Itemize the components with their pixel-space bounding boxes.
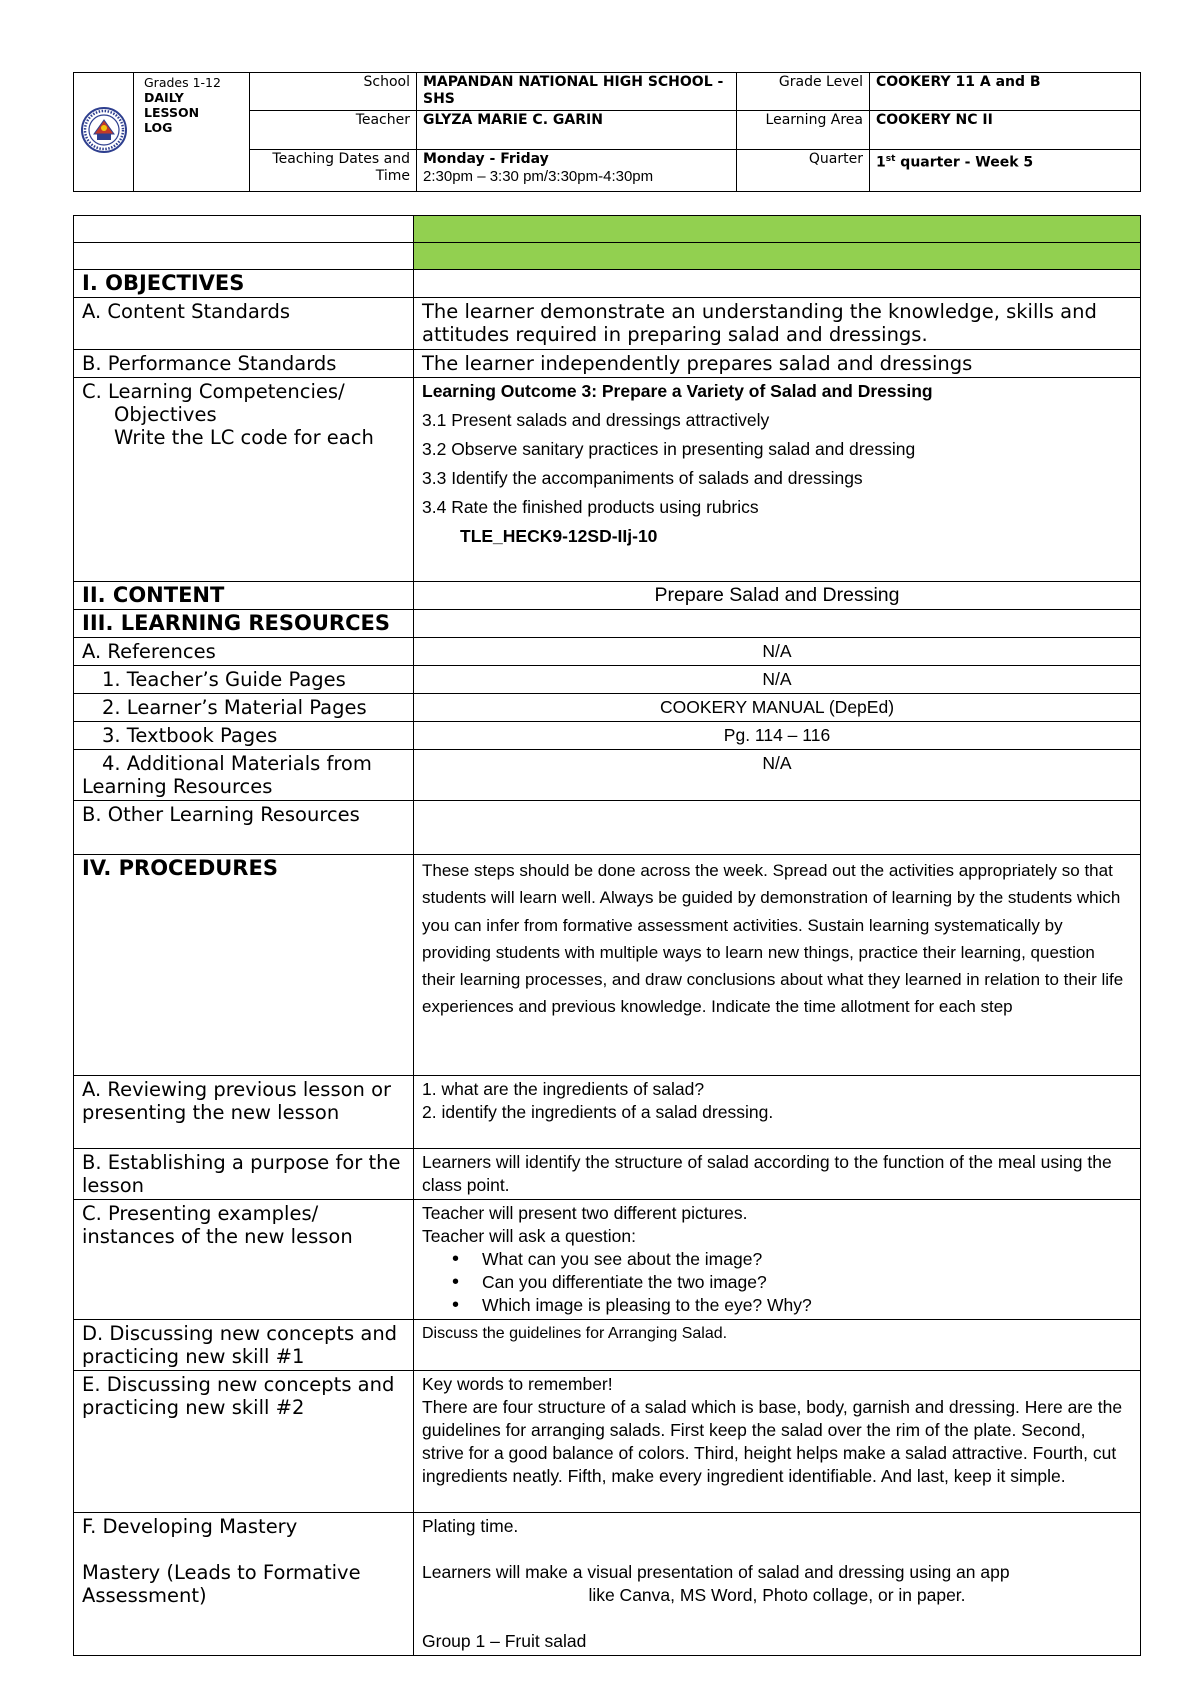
lc-code: TLE_HECK9-12SD-IIj-10 (460, 526, 658, 546)
table-row (74, 722, 1141, 750)
text-line: Plating time. (422, 1516, 519, 1536)
competencies-label-line: C. Learning Competencies/ (82, 380, 345, 403)
table-row (74, 1076, 1141, 1149)
question-list (422, 1248, 1132, 1317)
teaching-dates-label: Teaching Dates and Time (250, 150, 417, 192)
learning-area-value: COOKERY NC II (870, 111, 1141, 150)
lesson-log-table (73, 215, 1141, 1656)
blank-cell (414, 610, 1141, 638)
grade-level-label: Grade Level (737, 73, 870, 111)
procedure-e-label: E. Discussing new concepts and practicing new skill #2 (74, 1371, 414, 1513)
daily-lesson-log-title (134, 73, 250, 192)
text-line: Teacher will present two different pictures. (422, 1203, 748, 1223)
text-line: like Canva, MS Word, Photo collage, or in paper. (588, 1585, 966, 1605)
header-table (73, 72, 1141, 192)
table-row (74, 1320, 1141, 1371)
label-text: 4. Additional Materials from (102, 752, 372, 775)
table-row (74, 694, 1141, 722)
teachers-guide-value: N/A (414, 666, 1141, 694)
learners-material-label (74, 694, 414, 722)
table-row (74, 610, 1141, 638)
procedure-a-label: A. Reviewing previous lesson or presenting the new lesson (74, 1076, 414, 1149)
procedure-f-value (414, 1513, 1141, 1656)
procedure-b-label: B. Establishing a purpose for the lesson (74, 1149, 414, 1200)
procedure-c-value (414, 1200, 1141, 1320)
teaching-dates-value (417, 150, 737, 192)
dates-days: Monday - Friday (423, 151, 549, 167)
content-value: Prepare Salad and Dressing (414, 582, 1141, 610)
text-line: There are four structure of a salad which is base, body, garnish and dressing. Here are the guidelines for arranging salads. First keep the salad over the rim of the plate. Second, strive for a good balance of colors. Third, height helps make a salad attractive. Fourth, cut ingredients neatly. Fifth, make every ingredient identifiable. And last, keep it simple. (422, 1397, 1123, 1486)
performance-standards-value: The learner independently prepares salad and dressings (414, 350, 1141, 378)
table-row (74, 1200, 1141, 1320)
references-label: A. References (74, 638, 414, 666)
list-item: 3.3 Identify the accompaniments of salads and dressings (422, 468, 863, 488)
quarter-number: 1 (876, 154, 886, 171)
label-text: 3. Textbook Pages (102, 724, 278, 747)
content-heading: II. CONTENT (74, 582, 414, 610)
table-row (74, 582, 1141, 610)
grade-level-value: COOKERY 11 A and B (870, 73, 1141, 111)
label-text: Learning Resources (82, 775, 273, 798)
table-row (74, 1513, 1141, 1656)
table-row (74, 1371, 1141, 1513)
content-standards-value: The learner demonstrate an understanding the knowledge, skills and attitudes required in preparing salad and dressings. (414, 298, 1141, 350)
table-row (74, 350, 1141, 378)
table-row (74, 750, 1141, 801)
content-standards-label: A. Content Standards (74, 298, 414, 350)
learning-resources-heading: III. LEARNING RESOURCES (74, 610, 414, 638)
table-row (74, 378, 1141, 582)
blank-cell (74, 216, 414, 243)
blank-cell (414, 270, 1141, 298)
grades-text: Grades 1-12 (144, 75, 221, 90)
log-title-line: LESSON (144, 105, 200, 120)
other-resources-label: B. Other Learning Resources (74, 801, 414, 855)
procedure-a-value (414, 1076, 1141, 1149)
deped-seal-cell (74, 73, 134, 192)
competencies-label-line: Objectives (114, 403, 217, 426)
table-row (74, 243, 1141, 270)
objectives-heading: I. OBJECTIVES (74, 270, 414, 298)
list-item: 3.1 Present salads and dressings attractively (422, 410, 770, 430)
green-header-cell (414, 243, 1141, 270)
procedure-d-value: Discuss the guidelines for Arranging Salad. (414, 1320, 1141, 1371)
table-row (74, 298, 1141, 350)
log-title-line: LOG (144, 120, 173, 135)
table-row (74, 216, 1141, 243)
procedure-d-label: D. Discussing new concepts and practicing new skill #1 (74, 1320, 414, 1371)
deped-seal-icon (80, 106, 128, 154)
list-item: • Can you differentiate the two image? (482, 1271, 1132, 1294)
table-row (74, 638, 1141, 666)
quarter-label: Quarter (737, 150, 870, 192)
list-item: 2. identify the ingredients of a salad dressing. (422, 1102, 774, 1122)
additional-materials-value: N/A (414, 750, 1141, 801)
text-line: Group 1 – Fruit salad (422, 1631, 587, 1651)
list-item: 3.4 Rate the finished products using rubrics (422, 497, 759, 517)
references-value: N/A (414, 638, 1141, 666)
label-text: Mastery (Leads to Formative Assessment) (82, 1561, 361, 1607)
table-row (74, 666, 1141, 694)
procedures-heading: IV. PROCEDURES (74, 855, 414, 1076)
learning-outcome-cell (414, 378, 1141, 582)
teacher-value: GLYZA MARIE C. GARIN (417, 111, 737, 150)
competencies-label-line: Write the LC code for each (114, 426, 374, 449)
competencies-label (74, 378, 414, 582)
procedure-e-value (414, 1371, 1141, 1513)
learners-material-value: COOKERY MANUAL (DepEd) (414, 694, 1141, 722)
procedure-f-label (74, 1513, 414, 1656)
label-text: F. Developing Mastery (82, 1515, 298, 1538)
label-text: 2. Learner’s Material Pages (102, 696, 367, 719)
procedure-c-label: C. Presenting examples/ instances of the new lesson (74, 1200, 414, 1320)
procedure-b-value: Learners will identify the structure of salad according to the function of the meal using the class point. (414, 1149, 1141, 1200)
text-line: Teacher will ask a question: (422, 1226, 636, 1246)
quarter-value (870, 150, 1141, 192)
log-title-line: DAILY (144, 90, 184, 105)
school-value: MAPANDAN NATIONAL HIGH SCHOOL - SHS (417, 73, 737, 111)
textbook-pages-value: Pg. 114 – 116 (414, 722, 1141, 750)
list-item: • Which image is pleasing to the eye? Why? (482, 1294, 1132, 1317)
blank-cell (74, 243, 414, 270)
teacher-label: Teacher (250, 111, 417, 150)
blank-cell (414, 801, 1141, 855)
table-row (74, 270, 1141, 298)
additional-materials-label (74, 750, 414, 801)
performance-standards-label: B. Performance Standards (74, 350, 414, 378)
learning-outcome-title: Learning Outcome 3: Prepare a Variety of Salad and Dressing (422, 381, 933, 401)
table-row (74, 855, 1141, 1076)
green-header-cell (414, 216, 1141, 243)
table-row (74, 801, 1141, 855)
dates-time: 2:30pm – 3:30 pm/3:30pm-4:30pm (423, 168, 654, 185)
table-row (74, 1149, 1141, 1200)
school-label: School (250, 73, 417, 111)
text-line: Learners will make a visual presentation of salad and dressing using an app (422, 1562, 1010, 1582)
procedures-intro: These steps should be done across the week. Spread out the activities appropriately so that students will learn well. Always be guided by demonstration of learning by the students which you can infer from formative assessment activities. Sustain learning systematically by providing students with multiple ways to learn new things, practice their learning, question their learning processes, and draw conclusions about what they learned in relation to their life experiences and previous knowledge. Indicate the time allotment for each step (414, 855, 1141, 1076)
teachers-guide-label (74, 666, 414, 694)
textbook-pages-label (74, 722, 414, 750)
list-item: • What can you see about the image? (482, 1248, 1132, 1271)
label-text: 1. Teacher’s Guide Pages (102, 668, 346, 691)
text-line: Key words to remember! (422, 1374, 613, 1394)
quarter-rest: quarter - Week 5 (895, 154, 1034, 171)
list-item: 1. what are the ingredients of salad? (422, 1079, 705, 1099)
list-item: 3.2 Observe sanitary practices in presenting salad and dressing (422, 439, 916, 459)
learning-area-label: Learning Area (737, 111, 870, 150)
quarter-ordinal: st (885, 154, 896, 164)
